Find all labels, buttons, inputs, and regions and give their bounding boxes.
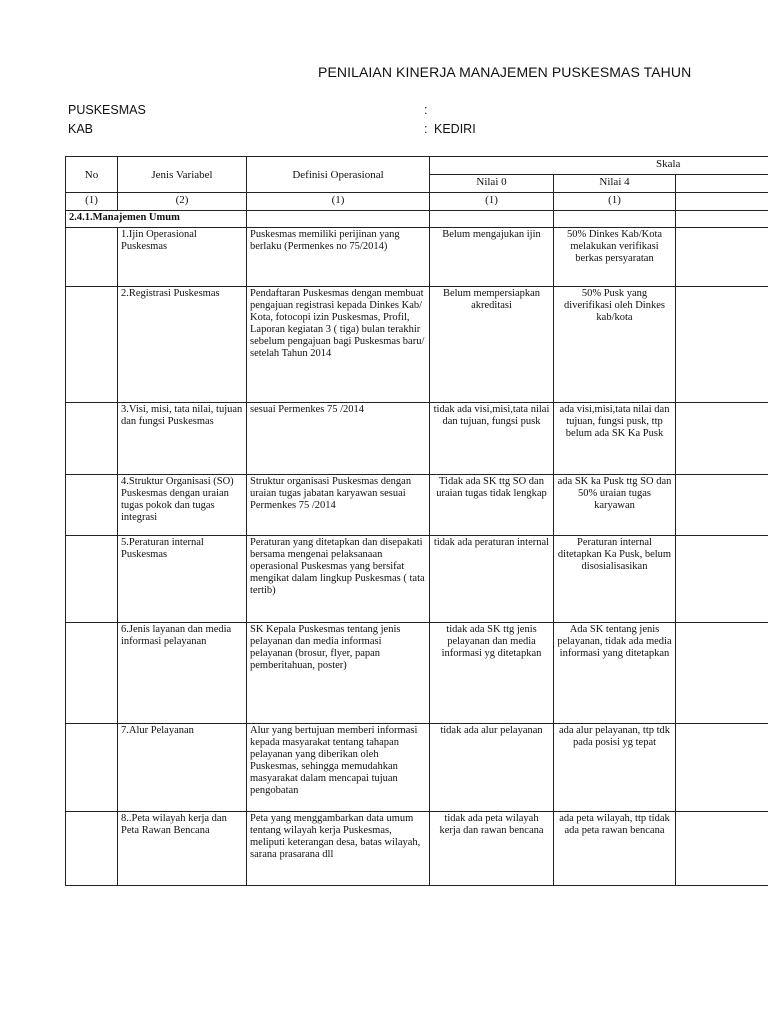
header-no: No — [66, 157, 118, 193]
index-row — [66, 193, 768, 211]
header-nilai-4: Nilai 4 — [554, 175, 676, 193]
row-nilai-0: tidak ada SK ttg jenis pelayanan dan media informasi yg ditetapkan — [430, 623, 554, 724]
header-definisi-operasional: Definisi Operasional — [247, 157, 430, 193]
row-no — [66, 623, 118, 724]
row-nilai-0: Belum mempersiapkan akreditasi — [430, 287, 554, 403]
row-nilai-next — [676, 812, 768, 886]
table-row — [66, 287, 768, 403]
row-nilai-4: Peraturan internal ditetapkan Ka Pusk, belum disosialisasikan — [554, 536, 676, 623]
index-cell: (1) — [554, 193, 676, 211]
index-cell: (1) — [66, 193, 118, 211]
row-nilai-4: ada SK ka Pusk ttg SO dan 50% uraian tugas karyawan — [554, 475, 676, 536]
header-jenis-variabel: Jenis Variabel — [118, 157, 247, 193]
kab-label: KAB — [68, 122, 94, 136]
header-row-1 — [66, 157, 768, 175]
page-title: PENILAIAN KINERJA MANAJEMEN PUSKESMAS TAHUN — [318, 64, 692, 80]
index-cell: (2) — [118, 193, 247, 211]
row-nilai-4: ada alur pelayanan, ttp tdk pada posisi yg tepat — [554, 724, 676, 812]
header-nilai-next — [676, 175, 768, 193]
row-nilai-4: Ada SK tentang jenis pelayanan, tidak ada media informasi yang ditetapkan — [554, 623, 676, 724]
row-no — [66, 403, 118, 475]
index-cell: (1) — [247, 193, 430, 211]
section-cell — [676, 211, 768, 228]
row-jenis-variabel: 6.Jenis layanan dan media informasi pelayanan — [118, 623, 247, 724]
row-nilai-0: tidak ada alur pelayanan — [430, 724, 554, 812]
row-nilai-next — [676, 228, 768, 287]
kab-value: KEDIRI — [434, 122, 476, 136]
row-no — [66, 228, 118, 287]
row-nilai-next — [676, 623, 768, 724]
row-nilai-4: ada visi,misi,tata nilai dan tujuan, fungsi pusk, ttp belum ada SK Ka Pusk — [554, 403, 676, 475]
row-no — [66, 287, 118, 403]
row-jenis-variabel: 2.Registrasi Puskesmas — [118, 287, 247, 403]
row-definisi-operasional: Struktur organisasi Puskesmas dengan uraian tugas jabatan karyawan sesuai Permenkes 75 /2014 — [247, 475, 430, 536]
table-row — [66, 475, 768, 536]
row-no — [66, 724, 118, 812]
puskesmas-colon: : — [424, 103, 428, 117]
table-row — [66, 724, 768, 812]
row-no — [66, 475, 118, 536]
section-cell — [247, 211, 430, 228]
row-nilai-4: 50% Pusk yang diverifikasi oleh Dinkes kab/kota — [554, 287, 676, 403]
row-nilai-next — [676, 287, 768, 403]
row-nilai-0: tidak ada visi,misi,tata nilai dan tujuan, fungsi pusk — [430, 403, 554, 475]
row-jenis-variabel: 5.Peraturan internal Puskesmas — [118, 536, 247, 623]
table-row — [66, 403, 768, 475]
row-nilai-4: 50% Dinkes Kab/Kota melakukan verifikasi berkas persyaratan — [554, 228, 676, 287]
row-jenis-variabel: 3.Visi, misi, tata nilai, tujuan dan fungsi Puskesmas — [118, 403, 247, 475]
row-nilai-0: Belum mengajukan ijin — [430, 228, 554, 287]
row-definisi-operasional: Puskesmas memiliki perijinan yang berlaku (Permenkes no 75/2014) — [247, 228, 430, 287]
index-cell: (1) — [430, 193, 554, 211]
row-definisi-operasional: Alur yang bertujuan memberi informasi kepada masyarakat tentang tahapan pelayanan yang diberikan oleh Puskesmas, sehingga memudahkan masyarakat dalam mencapai tujuan pengobatan — [247, 724, 430, 812]
section-title: 2.4.1.Manajemen Umum — [66, 211, 247, 228]
row-nilai-next — [676, 724, 768, 812]
header-skala: Skala — [430, 157, 768, 175]
row-nilai-0: Tidak ada SK ttg SO dan uraian tugas tidak lengkap — [430, 475, 554, 536]
row-no — [66, 536, 118, 623]
row-nilai-next — [676, 536, 768, 623]
section-cell — [554, 211, 676, 228]
kinerja-table — [65, 156, 768, 886]
row-definisi-operasional: Peta yang menggambarkan data umum tentang wilayah kerja Puskesmas, meliputi keterangan desa, batas wilayah, sarana prasarana dll — [247, 812, 430, 886]
row-jenis-variabel: 1.Ijin Operasional Puskesmas — [118, 228, 247, 287]
row-definisi-operasional: sesuai Permenkes 75 /2014 — [247, 403, 430, 475]
table-row — [66, 228, 768, 287]
row-jenis-variabel: 4.Struktur Organisasi (SO) Puskesmas dengan uraian tugas pokok dan tugas integrasi — [118, 475, 247, 536]
puskesmas-label: PUSKESMAS — [68, 103, 146, 117]
row-definisi-operasional: SK Kepala Puskesmas tentang jenis pelayanan dan media informasi pelayanan (brosur, flyer, papan pemberitahuan, poster) — [247, 623, 430, 724]
row-nilai-next — [676, 403, 768, 475]
row-jenis-variabel: 7.Alur Pelayanan — [118, 724, 247, 812]
row-jenis-variabel: 8..Peta wilayah kerja dan Peta Rawan Bencana — [118, 812, 247, 886]
row-definisi-operasional: Peraturan yang ditetapkan dan disepakati bersama mengenai pelaksanaan operasional Puskesmas yang bersifat mengikat dalam lingkup Puskesmas ( tata tertib) — [247, 536, 430, 623]
row-no — [66, 812, 118, 886]
row-nilai-0: tidak ada peta wilayah kerja dan rawan bencana — [430, 812, 554, 886]
table-row — [66, 623, 768, 724]
header-nilai-0: Nilai 0 — [430, 175, 554, 193]
row-nilai-next — [676, 475, 768, 536]
table-row — [66, 812, 768, 886]
index-cell — [676, 193, 768, 211]
row-nilai-4: ada peta wilayah, ttp tidak ada peta rawan bencana — [554, 812, 676, 886]
row-definisi-operasional: Pendaftaran Puskesmas dengan membuat pengajuan registrasi kepada Dinkes Kab/ Kota, fotocopi izin Puskesmas, Profil, Laporan kegiatan 3 ( tiga) bulan terakhir sebelum pengajuan bagi Puskesmas baru/ setelah Tahun 2014 — [247, 287, 430, 403]
kab-colon: : — [424, 122, 428, 136]
section-cell — [430, 211, 554, 228]
row-nilai-0: tidak ada peraturan internal — [430, 536, 554, 623]
table-row — [66, 536, 768, 623]
section-row — [66, 211, 768, 228]
